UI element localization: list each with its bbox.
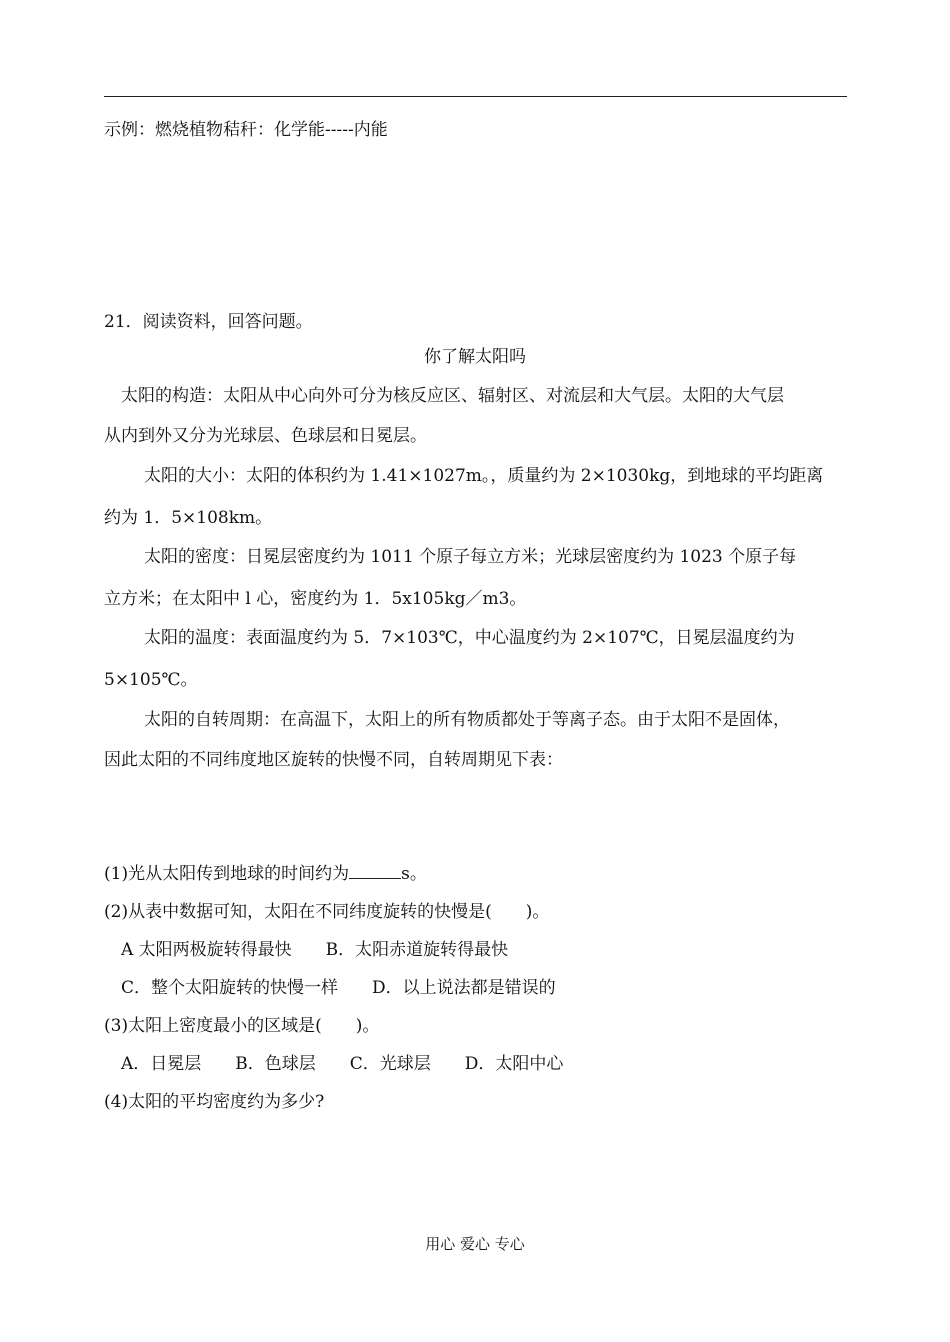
paragraph-rotation-line1: 太阳的自转周期：在高温下，太阳上的所有物质都处于等离子态。由于太阳不是固体， (144, 710, 790, 730)
paragraph-density-line2: 立方米；在太阳中 l 心，密度约为 1．5x105kg／m3。 (104, 589, 527, 609)
paragraph-temperature-line1: 太阳的温度：表面温度约为 5．7×103℃，中心温度约为 2×107℃，日冕层温度约为 (144, 628, 795, 648)
subquestion-3-options: A．日冕层 B．色球层 C．光球层 D．太阳中心 (121, 1054, 564, 1074)
paragraph-size-line1: 太阳的大小：太阳的体积约为 1.41×1027m。，质量约为 2×1030kg，到地球的平均距离 (144, 466, 824, 486)
paragraph-density-line1: 太阳的密度：日冕层密度约为 1011 个原子每立方米；光球层密度约为 1023 个原子每 (144, 547, 797, 567)
subquestion-1-prefix: (1)光从太阳传到地球的时间约为 (104, 864, 350, 884)
paragraph-rotation-line2: 因此太阳的不同纬度地区旋转的快慢不同，自转周期见下表： (104, 750, 563, 770)
subquestion-1 (104, 862, 427, 886)
page-footer: 用心 爱心 专心 (425, 1235, 525, 1253)
paragraph-structure-line1: 太阳的构造：太阳从中心向外可分为核反应区、辐射区、对流层和大气层。太阳的大气层 (121, 386, 784, 406)
paragraph-size-line2: 约为 1．5×108km。 (104, 508, 273, 528)
subquestion-4: (4)太阳的平均密度约为多少? (104, 1092, 325, 1112)
subquestion-2-options-line1: A 太阳两极旋转得最快 B．太阳赤道旋转得最快 (121, 940, 509, 960)
subquestion-2-options-line2: C．整个太阳旋转的快慢一样 D．以上说法都是错误的 (121, 978, 556, 998)
header-rule (104, 96, 847, 97)
subquestion-3: (3)太阳上密度最小的区域是( )。 (104, 1016, 380, 1036)
paragraph-temperature-line2: 5×105℃。 (104, 670, 198, 690)
paragraph-structure-line2: 从内到外又分为光球层、色球层和日冕层。 (104, 426, 427, 446)
article-title: 你了解太阳吗 (424, 347, 526, 367)
example-line: 示例：燃烧植物秸秆：化学能-----内能 (104, 120, 388, 140)
subquestion-1-suffix: s。 (401, 864, 427, 884)
answer-blank[interactable] (349, 864, 401, 879)
question-number-title: 21．阅读资料，回答问题。 (104, 312, 313, 332)
subquestion-2: (2)从表中数据可知，太阳在不同纬度旋转的快慢是( )。 (104, 902, 550, 922)
